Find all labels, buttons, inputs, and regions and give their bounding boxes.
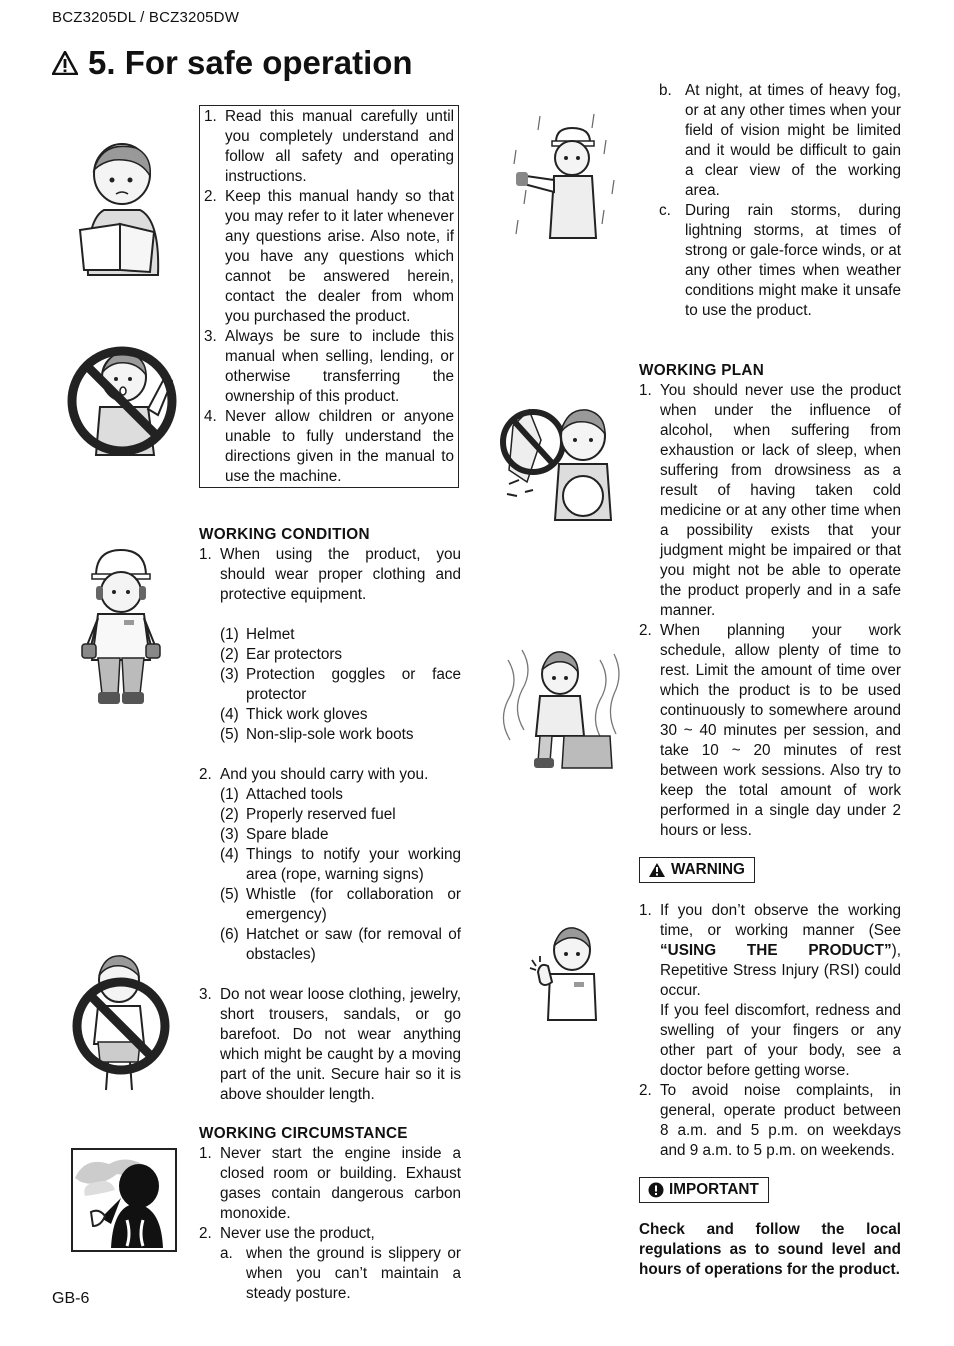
carry-item: Attached tools	[246, 786, 343, 803]
list-item	[199, 985, 461, 1105]
equipment-list	[220, 625, 461, 745]
item-text: Never start the engine inside a closed room or building. Exhaust gases contain dangerous carbon monoxide.	[220, 1145, 461, 1222]
list-item	[639, 621, 901, 841]
item-number: (5)	[220, 886, 239, 903]
intro-instructions-box	[199, 105, 459, 488]
item-text: Never use the product,	[220, 1225, 375, 1242]
exclamation-circle-icon	[648, 1182, 664, 1198]
item-text: When using the product, you should wear proper clothing and protective equipment.	[220, 546, 461, 603]
item-number: (2)	[220, 806, 239, 823]
page-title	[52, 44, 413, 82]
item-text: You should never use the product when under the influence of alcohol, when suffering from exhaustion or lack of sleep, when suffering from drowsiness as a result of having taken cold medicine or at any other time when a possibility exists that your judgment might be impaired or that you might not be able to operate the product properly and in a safe manner.	[660, 382, 901, 619]
equipment-item: Non-slip-sole work boots	[246, 726, 414, 743]
item-letter: b.	[659, 82, 672, 99]
item-number: 3.	[204, 328, 217, 345]
important-text: Check and follow the local regulations as to sound level and hours of operations for the product.	[639, 1221, 901, 1278]
manual-reference: “USING THE PRODUCT”	[660, 942, 892, 959]
item-text: To avoid noise complaints, in general, operate product between 8 a.m. and 5 p.m. on weekdays and 9 a.m. to 5 p.m. on weekends.	[660, 1082, 901, 1159]
item-number: 2.	[199, 1225, 212, 1242]
item-letter: c.	[659, 202, 671, 219]
carry-item: Spare blade	[246, 826, 329, 843]
item-number: 1.	[639, 382, 652, 399]
list-item	[639, 1081, 901, 1161]
list-item	[199, 545, 461, 605]
item-number: 2.	[204, 188, 217, 205]
item-number: (4)	[220, 706, 239, 723]
working-circumstance-section	[199, 1124, 461, 1304]
important-label-box	[639, 1177, 769, 1203]
item-number: 2.	[199, 766, 212, 783]
equipment-item: Helmet	[246, 626, 295, 643]
important-label: IMPORTANT	[669, 1181, 759, 1198]
item-number: (2)	[220, 646, 239, 663]
warning-extra: If you feel discomfort, redness and swelling of your fingers or any other part of your body, see a doctor before getting worse.	[660, 1002, 901, 1079]
item-number: 2.	[639, 1082, 652, 1099]
protective-gear-figure	[80, 548, 162, 708]
carry-item: Properly reserved fuel	[246, 806, 396, 823]
carry-item: Things to notify your working area (rope, warning signs)	[246, 846, 461, 883]
item-number: 3.	[199, 986, 212, 1003]
carbon-monoxide-figure	[71, 1148, 177, 1252]
warning-section	[639, 901, 901, 1161]
exhausted-worker-figure	[500, 640, 622, 770]
item-number: 1.	[199, 546, 212, 563]
intro-item	[204, 327, 454, 407]
item-number: (6)	[220, 926, 239, 943]
warning-triangle-icon	[52, 51, 78, 75]
item-number: (3)	[220, 666, 239, 683]
working-plan-heading: WORKING PLAN	[639, 362, 765, 379]
item-number: 1.	[204, 108, 217, 125]
working-condition-heading: WORKING CONDITION	[199, 526, 370, 543]
rain-storm-figure	[510, 110, 620, 242]
item-letter: a.	[220, 1245, 233, 1262]
list-item	[199, 1224, 461, 1244]
item-number: (1)	[220, 626, 239, 643]
warning-triangle-icon	[648, 862, 666, 878]
item-text: Read this manual carefully until you completely understand and follow all safety and operating instructions.	[225, 108, 454, 185]
list-item	[199, 1144, 461, 1224]
sub-item	[659, 201, 901, 321]
item-text: When planning your work schedule, allow plenty of time to rest. Limit the amount of time over which the product is to be used continuously to somewhere around 30 ~ 40 minutes per session, and take 10 ~ 20 minutes of rest between work sessions. Also try to keep the total amount of work performed in a single day under 2 hours or less.	[660, 622, 901, 839]
item-number: 1.	[639, 902, 652, 919]
warning-text: ), Repetitive Stress Injury (RSI) could occur.	[660, 942, 901, 999]
page-title-text: 5. For safe operation	[88, 44, 413, 81]
item-text: Always be sure to include this manual when selling, lending, or otherwise transferring the ownership of this product.	[225, 328, 454, 405]
carry-item: Whistle (for collaboration or emergency)	[246, 886, 461, 923]
intro-item	[204, 107, 454, 187]
item-number: (4)	[220, 846, 239, 863]
reading-manual-figure	[74, 140, 164, 280]
warning-label-box	[639, 857, 755, 883]
working-plan-section	[639, 361, 901, 841]
item-number: 4.	[204, 408, 217, 425]
item-number: (1)	[220, 786, 239, 803]
item-number: (5)	[220, 726, 239, 743]
equipment-item: Thick work gloves	[246, 706, 368, 723]
intro-item	[204, 187, 454, 327]
equipment-item: Ear protectors	[246, 646, 343, 663]
item-text: when the ground is slippery or when you can’t maintain a steady posture.	[246, 1245, 461, 1302]
carry-item: Hatchet or saw (for removal of obstacles)	[246, 926, 461, 963]
sub-item	[659, 81, 901, 201]
item-text: During rain storms, during lightning storms, at times of strong or gale-force winds, or at any other times when weather conditions might make it unsafe to use the product.	[685, 202, 901, 319]
list-item	[639, 901, 901, 1001]
item-number: (3)	[220, 826, 239, 843]
item-number: 1.	[199, 1145, 212, 1162]
item-text: Never allow children or anyone unable to fully understand the directions given in the manual to use the machine.	[225, 408, 454, 485]
no-loose-clothing-figure	[72, 950, 170, 1102]
warning-text: If you don’t observe the working time, or working manner (See	[660, 902, 901, 939]
list-item	[639, 381, 901, 621]
item-text: At night, at times of heavy fog, or at any other times when your field of vision might be limited and it would be difficult to gain a clear view of the working area.	[685, 82, 901, 199]
item-text: Keep this manual handy so that you may refer to it later whenever any questions arise. Also note, if you have any questions which cannot be answered herein, contact the dealer from whom you purchased the product.	[225, 188, 454, 325]
item-text: And you should carry with you.	[220, 766, 429, 783]
sub-item	[220, 1244, 461, 1304]
finger-pain-figure	[528, 922, 600, 1022]
item-number: 2.	[639, 622, 652, 639]
no-children-figure	[66, 345, 178, 457]
item-text: Do not wear loose clothing, jewelry, short trousers, sandals, or go barefoot. Do not wear anything which might be caught by a moving part of the unit. Secure hair so it is above shoulder length.	[220, 986, 461, 1103]
no-alcohol-figure	[499, 400, 623, 524]
model-number: BCZ3205DL / BCZ3205DW	[52, 9, 240, 26]
list-item	[199, 765, 461, 785]
page-number: GB-6	[52, 1290, 90, 1307]
carry-list	[220, 785, 461, 965]
working-circumstance-continued	[659, 81, 901, 321]
working-circumstance-heading: WORKING CIRCUMSTANCE	[199, 1125, 408, 1142]
intro-item	[204, 407, 454, 487]
warning-label: WARNING	[671, 861, 745, 878]
equipment-item: Protection goggles or face protector	[246, 666, 461, 703]
working-condition-section	[199, 525, 461, 1105]
item-text	[660, 901, 901, 1001]
